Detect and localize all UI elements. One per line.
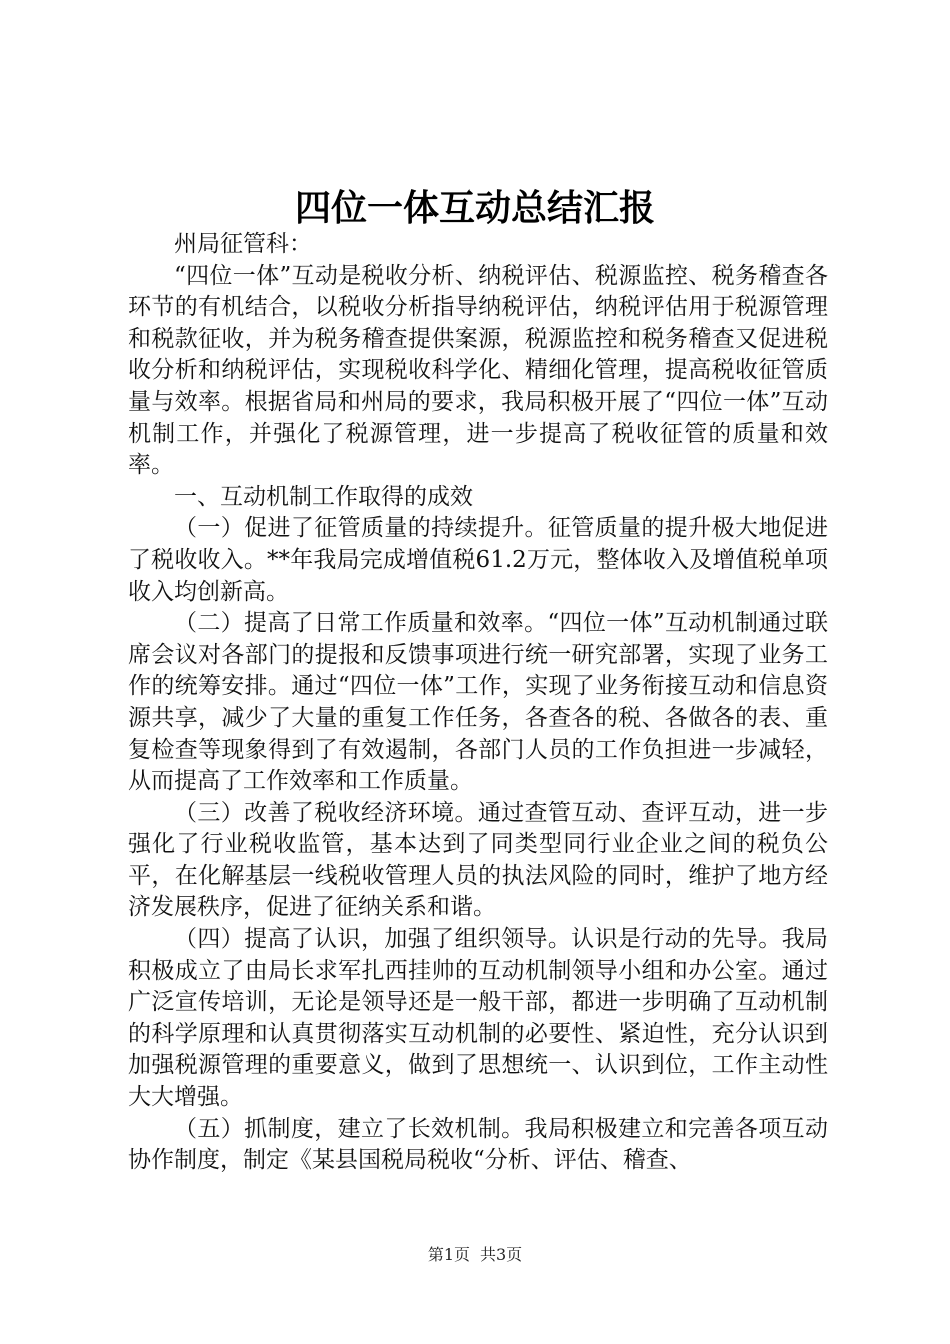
paragraph-item-2: （二）提高了日常工作质量和效率。“四位一体”互动机制通过联席会议对各部门的提报和反馈事项进行统一研究部署，实现了业务工作的统筹安排。通过“四位一体”工作，实现了业务衔接互动和信息资源共享，减少了大量的重复工作任务，各查各的税、各做各的表、重复检查等现象得到了有效遏制，各部门人员的工作负担进一步减轻，从而提高了工作效率和工作质量。 — [128, 610, 828, 795]
document-title: 四位一体互动总结汇报 — [294, 187, 655, 229]
paragraph-item-5: （五）抓制度，建立了长效机制。我局积极建立和完善各项互动协作制度，制定《某县国税局税收“分析、评估、稽查、 — [128, 1115, 828, 1174]
paragraph-item-3: （三）改善了税收经济环境。通过查管互动、查评互动，进一步强化了行业税收监管，基本达到了同类型同行业企业之间的税负公平，在化解基层一线税收管理人员的执法风险的同时，维护了地方经济发展秩序，促进了征纳关系和谐。 — [128, 799, 828, 921]
page-footer — [0, 1244, 950, 1266]
page-number: 第1页 — [427, 1245, 470, 1264]
paragraph-intro: “四位一体”互动是税收分析、纳税评估、税源监控、税务稽查各环节的有机结合，以税收分析指导纳税评估，纳税评估用于税源管理和税款征收，并为税务稽查提供案源，税源监控和税务稽查又促进税收分析和纳税评估，实现税收科学化、精细化管理，提高税收征管质量与效率。根据省局和州局的要求，我局积极开展了“四位一体”互动机制工作，并强化了税源管理，进一步提高了税收征管的质量和效率。 — [128, 262, 828, 479]
page-total: 共3页 — [480, 1245, 523, 1264]
document-body — [128, 229, 828, 1177]
paragraph-item-4: （四）提高了认识，加强了组织领导。认识是行动的先导。我局积极成立了由局长求军扎西挂帅的互动机制领导小组和办公室。通过广泛宣传培训，无论是领导还是一般干部，都进一步明确了互动机制的科学原理和认真贯彻落实互动机制的必要性、紧迫性，充分认识到加强税源管理的重要意义，做到了思想统一、认识到位，工作主动性大大增强。 — [128, 926, 828, 1111]
salutation: 州局征管科： — [174, 231, 312, 257]
paragraph-item-1: （一）促进了征管质量的持续提升。征管质量的提升极大地促进了税收收入。**年我局完成增值税61.2万元，整体收入及增值税单项收入均创新高。 — [128, 515, 828, 605]
section-heading: 一、互动机制工作取得的成效 — [174, 483, 473, 510]
